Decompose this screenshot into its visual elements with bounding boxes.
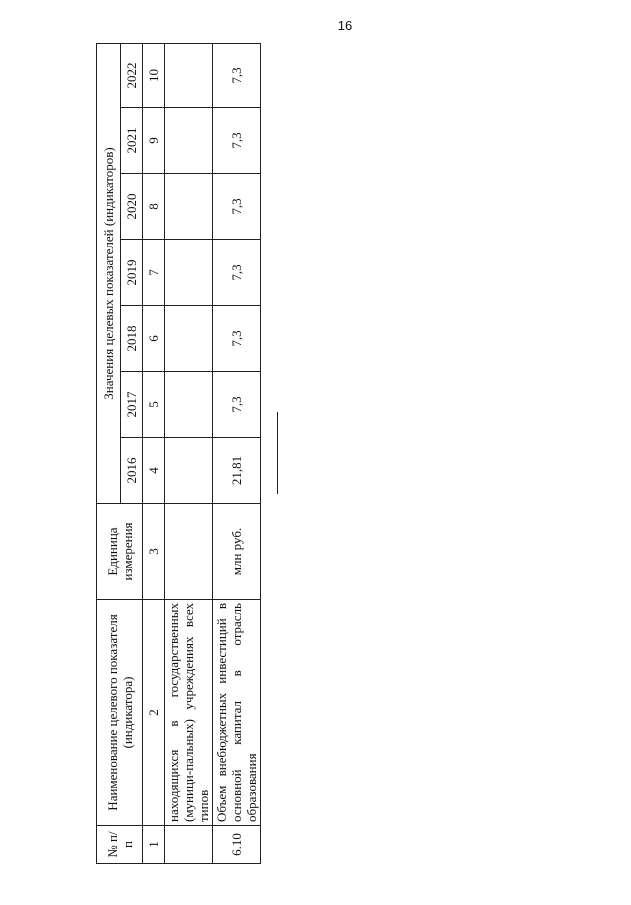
row-name: Объем внебюджетных инвестиций в основной капитал в отрасль образования	[213, 600, 261, 826]
row-value: 7,3	[213, 372, 261, 438]
header-year: 2019	[121, 240, 143, 306]
row-value	[165, 438, 213, 504]
row-value	[165, 240, 213, 306]
index-cell: 6	[143, 306, 165, 372]
header-unit: Единица измерения	[97, 504, 143, 600]
table-row	[213, 43, 261, 863]
row-value	[165, 174, 213, 240]
header-year: 2016	[121, 438, 143, 504]
row-value: 7,3	[213, 174, 261, 240]
row-num	[165, 826, 213, 864]
header-year: 2021	[121, 108, 143, 174]
end-line	[277, 412, 278, 494]
index-cell: 7	[143, 240, 165, 306]
index-cell: 5	[143, 372, 165, 438]
row-value	[165, 43, 213, 107]
row-unit: млн руб.	[213, 504, 261, 600]
row-value	[165, 108, 213, 174]
index-cell: 8	[143, 174, 165, 240]
row-value: 7,3	[213, 306, 261, 372]
header-num: № п/п	[97, 826, 143, 864]
header-values: Значения целевых показателей (индикаторов)	[97, 43, 121, 503]
row-unit	[165, 504, 213, 600]
index-cell: 3	[143, 504, 165, 600]
header-year: 2022	[121, 43, 143, 107]
index-cell: 1	[143, 826, 165, 864]
row-name: находящихся в государственных (муници-пальных) учреждениях всех типов	[165, 600, 213, 826]
row-value: 21,81	[213, 438, 261, 504]
row-value	[165, 372, 213, 438]
index-cell: 9	[143, 108, 165, 174]
table-row	[165, 43, 213, 863]
row-value: 7,3	[213, 43, 261, 107]
index-cell: 2	[143, 600, 165, 826]
header-name: Наименование целевого показателя (индикатора)	[97, 600, 143, 826]
row-num: 6.10	[213, 826, 261, 864]
index-row	[143, 43, 165, 863]
row-value: 7,3	[213, 108, 261, 174]
indicators-table	[96, 43, 261, 864]
row-value: 7,3	[213, 240, 261, 306]
header-year: 2018	[121, 306, 143, 372]
page-number: 16	[337, 18, 353, 33]
rotated-table-container	[96, 44, 259, 864]
header-year: 2017	[121, 372, 143, 438]
header-year: 2020	[121, 174, 143, 240]
row-value	[165, 306, 213, 372]
index-cell: 10	[143, 43, 165, 107]
index-cell: 4	[143, 438, 165, 504]
